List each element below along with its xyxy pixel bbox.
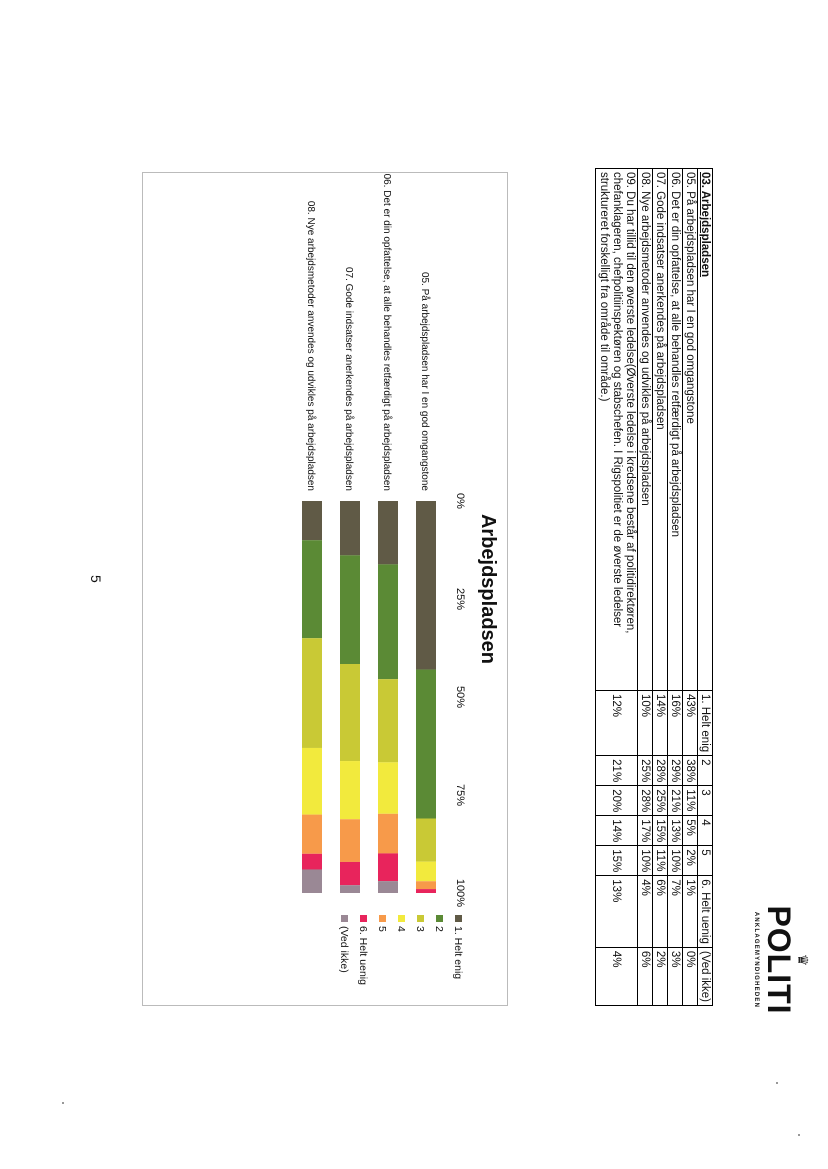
value-cell: 0% bbox=[683, 947, 698, 1005]
bar-segment bbox=[416, 862, 436, 882]
legend-swatch bbox=[436, 915, 443, 922]
scan-speck bbox=[776, 1082, 778, 1084]
value-cell: 13% bbox=[668, 816, 683, 846]
value-cell: 20% bbox=[596, 786, 638, 816]
value-cell: 28% bbox=[638, 786, 653, 816]
crown-icon: ♛ bbox=[795, 953, 811, 967]
x-tick-label: 75% bbox=[454, 783, 466, 807]
bar-segment bbox=[340, 555, 360, 664]
value-cell: 16% bbox=[668, 690, 683, 755]
bar-segment bbox=[302, 815, 322, 854]
column-header: 5 bbox=[698, 846, 713, 876]
bar-segment bbox=[378, 814, 398, 854]
bar-segment bbox=[378, 564, 398, 679]
legend-swatch bbox=[455, 915, 462, 922]
value-cell: 25% bbox=[638, 756, 653, 786]
table-row bbox=[668, 169, 683, 1006]
bar-segment bbox=[378, 501, 398, 564]
value-cell: 15% bbox=[596, 846, 638, 876]
value-cell: 28% bbox=[653, 756, 668, 786]
value-cell: 1% bbox=[683, 876, 698, 948]
value-cell: 10% bbox=[638, 846, 653, 876]
bar-segment bbox=[302, 869, 322, 893]
legend-swatch bbox=[379, 915, 386, 922]
bar-segment bbox=[416, 889, 436, 893]
column-header: (Ved ikke) bbox=[698, 947, 713, 1005]
category-label: 05. På arbejdspladsen har I en god omgangstone bbox=[419, 271, 430, 491]
x-tick-label: 25% bbox=[454, 587, 466, 611]
column-header: 3 bbox=[698, 786, 713, 816]
legend-swatch bbox=[417, 915, 424, 922]
column-header: 6. Helt uenig bbox=[698, 876, 713, 948]
value-cell: 38% bbox=[683, 756, 698, 786]
bar-segment bbox=[302, 638, 322, 748]
chart-container bbox=[142, 172, 508, 1006]
politi-logo bbox=[753, 880, 810, 1040]
bar-segment bbox=[302, 748, 322, 815]
value-cell: 3% bbox=[668, 947, 683, 1005]
value-cell: 2% bbox=[683, 846, 698, 876]
value-cell: 2% bbox=[653, 947, 668, 1005]
bar-segment bbox=[340, 501, 360, 555]
page-number: 5 bbox=[88, 575, 104, 583]
bar-segment bbox=[340, 761, 360, 819]
legend-label: 2 bbox=[433, 926, 445, 932]
bar-segment bbox=[340, 819, 360, 862]
logo-wordmark: POLITI bbox=[761, 905, 797, 1015]
column-header: 4 bbox=[698, 816, 713, 846]
bar-segment bbox=[302, 540, 322, 638]
category-label: 07. Gode indsatser anerkendes på arbejdspladsen bbox=[343, 266, 354, 491]
legend-label: 6. Helt uenig bbox=[357, 926, 369, 985]
value-cell: 12% bbox=[596, 690, 638, 755]
bar-segment bbox=[416, 501, 436, 670]
value-cell: 17% bbox=[638, 816, 653, 846]
stacked-bar-chart bbox=[143, 173, 507, 1005]
legend-label: 4 bbox=[395, 926, 407, 932]
bar-segment bbox=[378, 881, 398, 893]
value-cell: 4% bbox=[596, 947, 638, 1005]
category-label: 06. Det er din opfattelse, at alle behandles retfærdigt på arbejdspladsen bbox=[381, 173, 392, 491]
category-label: 08. Nye arbejdsmetoder anvendes og udvikles på arbejdspladsen bbox=[305, 200, 316, 491]
value-cell: 4% bbox=[638, 876, 653, 948]
bar-segment bbox=[378, 853, 398, 881]
question-cell: 05. På arbejdspladsen har I en god omgangstone bbox=[683, 169, 698, 691]
value-cell: 21% bbox=[596, 756, 638, 786]
value-cell: 43% bbox=[683, 690, 698, 755]
bar-segment bbox=[302, 501, 322, 540]
legend-label: 1. Helt enig bbox=[452, 926, 464, 980]
value-cell: 11% bbox=[683, 786, 698, 816]
value-cell: 7% bbox=[668, 876, 683, 948]
question-cell: 08. Nye arbejdsmetoder anvendes og udvikles på arbejdspladsen bbox=[638, 169, 653, 691]
legend-label: 3 bbox=[414, 926, 426, 932]
value-cell: 14% bbox=[596, 816, 638, 846]
bar-segment bbox=[378, 762, 398, 813]
column-header: 1. Helt enig bbox=[698, 690, 713, 755]
x-tick-label: 100% bbox=[454, 878, 466, 908]
legend-label: (Ved ikke) bbox=[338, 926, 350, 973]
bar-segment bbox=[416, 670, 436, 819]
scan-speck bbox=[798, 1134, 800, 1136]
x-tick-label: 0% bbox=[454, 493, 466, 509]
bar-segment bbox=[416, 881, 436, 889]
table-row bbox=[653, 169, 668, 1006]
value-cell: 14% bbox=[653, 690, 668, 755]
legend-swatch bbox=[398, 915, 405, 922]
table-row bbox=[596, 169, 638, 1006]
value-cell: 21% bbox=[668, 786, 683, 816]
table-row bbox=[683, 169, 698, 1006]
value-cell: 29% bbox=[668, 756, 683, 786]
bar-segment bbox=[302, 854, 322, 870]
bar-segment bbox=[378, 679, 398, 762]
bar-segment bbox=[340, 664, 360, 761]
scan-speck bbox=[62, 1102, 64, 1104]
value-cell: 5% bbox=[683, 816, 698, 846]
legend-label: 5 bbox=[376, 926, 388, 932]
section-title: 03. Arbejdspladsen bbox=[698, 169, 713, 691]
survey-table bbox=[595, 168, 713, 1006]
value-cell: 11% bbox=[653, 846, 668, 876]
value-cell: 10% bbox=[638, 690, 653, 755]
question-cell: 07. Gode indsatser anerkendes på arbejdspladsen bbox=[653, 169, 668, 691]
x-tick-label: 50% bbox=[454, 685, 466, 709]
table-header-row bbox=[698, 169, 713, 1006]
value-cell: 6% bbox=[653, 876, 668, 948]
table-row bbox=[638, 169, 653, 1006]
legend-swatch bbox=[341, 915, 348, 922]
bar-segment bbox=[416, 819, 436, 862]
value-cell: 25% bbox=[653, 786, 668, 816]
bar-segment bbox=[340, 862, 360, 885]
chart-title: Arbejdspladsen bbox=[477, 513, 499, 665]
question-cell: 06. Det er din opfattelse, at alle behandles retfærdigt på arbejdspladsen bbox=[668, 169, 683, 691]
logo-subtitle: ANKLAGEMYNDIGHEDEN bbox=[753, 911, 759, 1009]
value-cell: 15% bbox=[653, 816, 668, 846]
legend-swatch bbox=[360, 915, 367, 922]
value-cell: 6% bbox=[638, 947, 653, 1005]
bar-segment bbox=[340, 885, 360, 893]
value-cell: 10% bbox=[668, 846, 683, 876]
question-cell: 09. Du har tillid til den øverste ledelse(Øverste ledelse i kredsene består af politidirektøren, chefanklageren, chefpolitiinspektøren og stabschefen. I Rigspolitiet er de øverste ledelser struktureret forskelligt fra område til område.) bbox=[596, 169, 638, 691]
value-cell: 13% bbox=[596, 876, 638, 948]
column-header: 2 bbox=[698, 756, 713, 786]
